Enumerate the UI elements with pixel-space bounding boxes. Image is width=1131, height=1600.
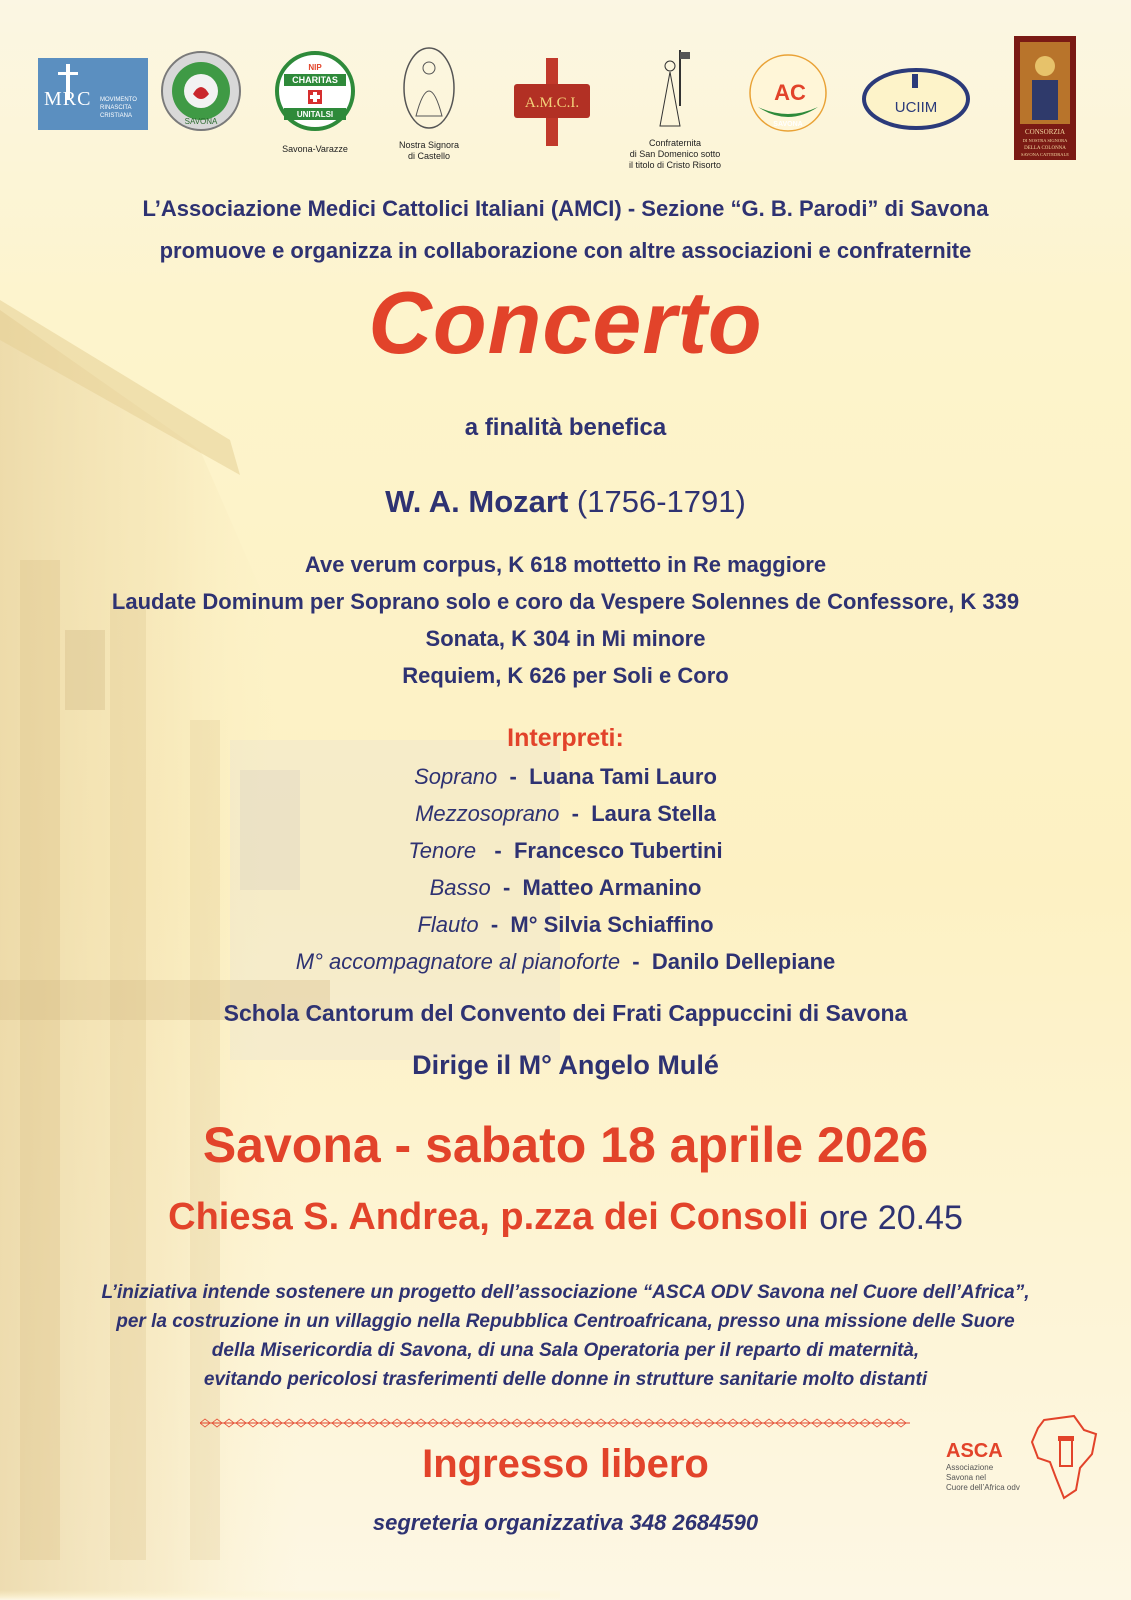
- performers-heading: Interpreti:: [507, 724, 624, 752]
- entry-free: Ingresso libero: [422, 1442, 709, 1486]
- domenico-caption: Confraternita di San Domenico sotto il titolo di Cristo Risorto: [628, 138, 722, 170]
- svg-text:SAVONA CATTEDRALE: SAVONA CATTEDRALE: [1020, 152, 1070, 157]
- svg-text:A.M.C.I.: A.M.C.I.: [524, 95, 580, 111]
- performer-row: M° accompagnatore al pianoforte - Danilo Dellepiane: [295, 949, 836, 974]
- choir: Schola Cantorum del Convento dei Frati Cappuccini di Savona: [223, 1000, 908, 1026]
- initiative-line: per la costruzione in un villaggio nella Repubblica Centroafricana, presso una missione delle Suore: [116, 1311, 1015, 1332]
- conductor: Dirige il M° Angelo Mulé: [412, 1050, 719, 1080]
- performer-name: Francesco Tubertini: [513, 838, 723, 863]
- performer-role: M° accompagnatore al pianoforte: [295, 949, 621, 974]
- venue-line: [0, 1196, 1131, 1239]
- svg-text:DI NOSTRA SIGNORA: DI NOSTRA SIGNORA: [1022, 138, 1068, 143]
- performer-role: Basso: [429, 875, 491, 900]
- svg-text:SAVONA: SAVONA: [184, 117, 218, 126]
- initiative-line: evitando pericolosi trasferimenti delle donne in strutture sanitarie molto distanti: [203, 1369, 928, 1390]
- performer-row: Mezzosoprano - Laura Stella: [415, 801, 716, 826]
- mrc-logo: MRC MOVIMENTO RINASCITA CRISTIANA: [38, 58, 148, 130]
- subtitle: a finalità benefica: [464, 414, 667, 441]
- nostra-signora-logo: [402, 46, 456, 130]
- consorzia-logo: [1014, 36, 1076, 160]
- svg-text:UCIIM: UCIIM: [894, 99, 938, 116]
- program-item: Requiem, K 626 per Soli e Coro: [402, 663, 729, 688]
- asca-logo-text: ASCA Associazione Savona nel Cuore dell’Africa odv: [946, 1440, 1020, 1492]
- svg-text:UNITALSI: UNITALSI: [296, 110, 334, 119]
- initiative-line: L’iniziativa intende sostenere un progetto dell’associazione “ASCA ODV Savona nel Cuore dell’Africa”,: [101, 1282, 1030, 1303]
- performer-role: Flauto: [417, 912, 479, 937]
- performer-name: Matteo Armanino: [522, 875, 702, 900]
- svg-text:CONSORZIA: CONSORZIA: [1024, 128, 1066, 136]
- program-item: Laudate Dominum per Soprano solo e coro da Vespere Solennes de Confessore, K 339: [111, 589, 1020, 614]
- performer-name: Danilo Dellepiane: [651, 949, 836, 974]
- event-time: ore 20.45: [819, 1199, 963, 1237]
- composer: [0, 484, 1131, 520]
- intro-line-2: promuove e organizza in collaborazione con altre associazioni e confraternite: [159, 238, 972, 263]
- program-item: Ave verum corpus, K 618 mottetto in Re maggiore: [304, 552, 827, 577]
- svg-text:SAVONA: SAVONA: [773, 121, 803, 128]
- agostino-monica-logo: [160, 50, 242, 132]
- svg-text:CHARITAS: CHARITAS: [292, 75, 338, 85]
- unitalsi-logo: [274, 50, 356, 132]
- initiative-line: della Misericordia di Savona, di una Sala Operatoria per il reparto di maternità,: [211, 1340, 920, 1361]
- nostra-signora-caption: Nostra Signora di Castello: [398, 140, 460, 161]
- performer-role: Tenore: [408, 838, 477, 863]
- svg-text:AC: AC: [774, 80, 806, 105]
- amci-logo: [510, 58, 594, 146]
- program-item: Sonata, K 304 in Mi minore: [425, 626, 706, 651]
- performer-row: Basso - Matteo Armanino: [429, 875, 702, 900]
- decorative-divider: [200, 1418, 910, 1428]
- performer-name: M° Silvia Schiaffino: [510, 912, 714, 937]
- performer-row: Flauto - M° Silvia Schiaffino: [417, 912, 714, 937]
- intro-line-1: L’Associazione Medici Cattolici Italiani (AMCI) - Sezione “G. B. Parodi” di Savona: [142, 196, 989, 221]
- azione-cattolica-logo: [748, 52, 828, 134]
- event-date: Savona - sabato 18 aprile 2026: [202, 1117, 929, 1173]
- performer-row: Soprano - Luana Tami Lauro: [414, 764, 717, 789]
- svg-text:NIP: NIP: [308, 63, 322, 72]
- composer-years: (1756-1791): [576, 484, 746, 519]
- performer-role: Mezzosoprano: [415, 801, 560, 826]
- performer-name: Laura Stella: [591, 801, 716, 826]
- cristo-risorto-logo: [650, 46, 694, 138]
- performer-row: Tenore - Francesco Tubertini: [408, 838, 723, 863]
- uciim-logo: [862, 68, 970, 130]
- venue-place: Chiesa S. Andrea, p.zza dei Consoli: [168, 1196, 809, 1238]
- unitalsi-caption: Savona-Varazze: [282, 144, 348, 154]
- svg-text:DELLA COLONNA: DELLA COLONNA: [1024, 146, 1066, 151]
- composer-name: W. A. Mozart: [385, 484, 569, 519]
- performer-name: Luana Tami Lauro: [529, 764, 717, 789]
- page-title: Concerto: [368, 273, 763, 372]
- performer-role: Soprano: [414, 764, 498, 789]
- contact-line: segreteria organizzativa 348 2684590: [372, 1510, 759, 1535]
